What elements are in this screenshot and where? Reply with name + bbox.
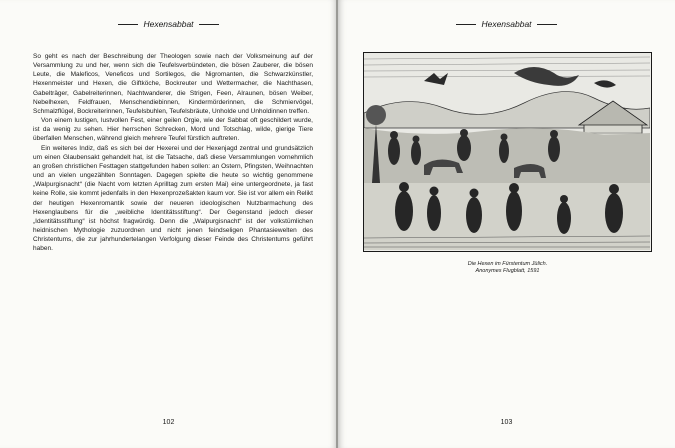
header-rule-left: [456, 24, 476, 25]
running-head-title: Hexensabbat: [481, 19, 532, 29]
figure-caption: [363, 261, 652, 275]
right-running-head: [338, 19, 675, 29]
header-rule-right: [537, 24, 557, 25]
paragraph-1: So geht es nach der Beschreibung der Theologen sowie nach der Volksmeinung auf der Versammlung zu und her, wenn sich die Teufelsverbündeten, die bösen Zauberer, die bösen Leute, die Maleficos, Veneficos und Sortilegos, die Nigromanten, die Schwarzkünstler, Hexenmeister und Hexen, die Giftköche, Bockreuter und Wettermacher, die Nachthasen, Gabelträger, Gabelreiterinnen, Nachtwanderer, die Strigen, Feen, Alraunen, bösen Weiber, Nebelhexen, Feldfrauen, Menschendiebinnen, Kindermörderinnen, die Schmiervögel, Schmalzflügel, Bockreiterinnen, Teufelsbuhlen, Teufelsbräute, Unholde und Unholdinnen treffen.: [33, 53, 313, 115]
body-text: [33, 52, 313, 253]
woodcut-illustration-icon: [363, 52, 652, 252]
woodcut-drawing: [364, 53, 650, 250]
header-rule-left: [118, 24, 138, 25]
caption-source: Anonymes Flugblatt, 1591: [475, 268, 540, 274]
paragraph-3: Ein weiteres Indiz, daß es sich bei der Hexerei und der Hexenjagd zentral und grundsätzlich um einen Glaubensakt gehandelt hat, ist die Tatsache, daß diese Versammlungen vornehmlich an großen christlichen Festtagen stattgefunden haben sollen: an Ostern, Pfingsten, Weihnachten und an vielen ungezählten Sonntagen. Dagegen spielte die heute so wichtig genommene „Walpurgisnacht“ (die Nacht vom letzten Aprilltag zum ersten Mai) eine untergeordnete, ja fast keine Rolle, sie kommt jedenfalls in den Hexenprozeßakten kaum vor. Sie ist vor allem ein Relikt der heutigen Hexenromantik sowie der neueren ideologischen Nutzbarmachung des Hexenglaubens für die „weibliche Identitätsstiftung“. Der Gegenstand jedoch dieser „Identitätsstiftung“ ist höchst fragwürdig. Denn die „Walpurgisnacht“ ist der volkstümlichen heidnischen Mythologie zuzuordnen und nicht jenen feindseligen Phantasiewelten des Christentums, die zur jahrhundertelangen Verfolgung dieser Feinde des Christentums geführt haben.: [33, 144, 313, 253]
left-page: [0, 0, 337, 448]
left-running-head: [0, 19, 337, 29]
paragraph-2: Von einem lustigen, lustvollen Fest, einer geilen Orgie, wie der Sabbat oft geschildert wurde, ist da wenig zu sehen. Hier herrschen Schrecken, Mord und Totschlag, wilde, gierige Tiere überfallen Menschen, während gleich mehrere Teufel fürstlich auftreten.: [33, 117, 313, 143]
header-rule-right: [199, 24, 219, 25]
page-number-right: 103: [500, 419, 513, 426]
page-number-left: 102: [162, 419, 175, 426]
right-page: [338, 0, 675, 448]
running-head-title: Hexensabbat: [143, 19, 194, 29]
caption-title: Die Hexen im Fürstentum Jülich.: [467, 261, 548, 267]
